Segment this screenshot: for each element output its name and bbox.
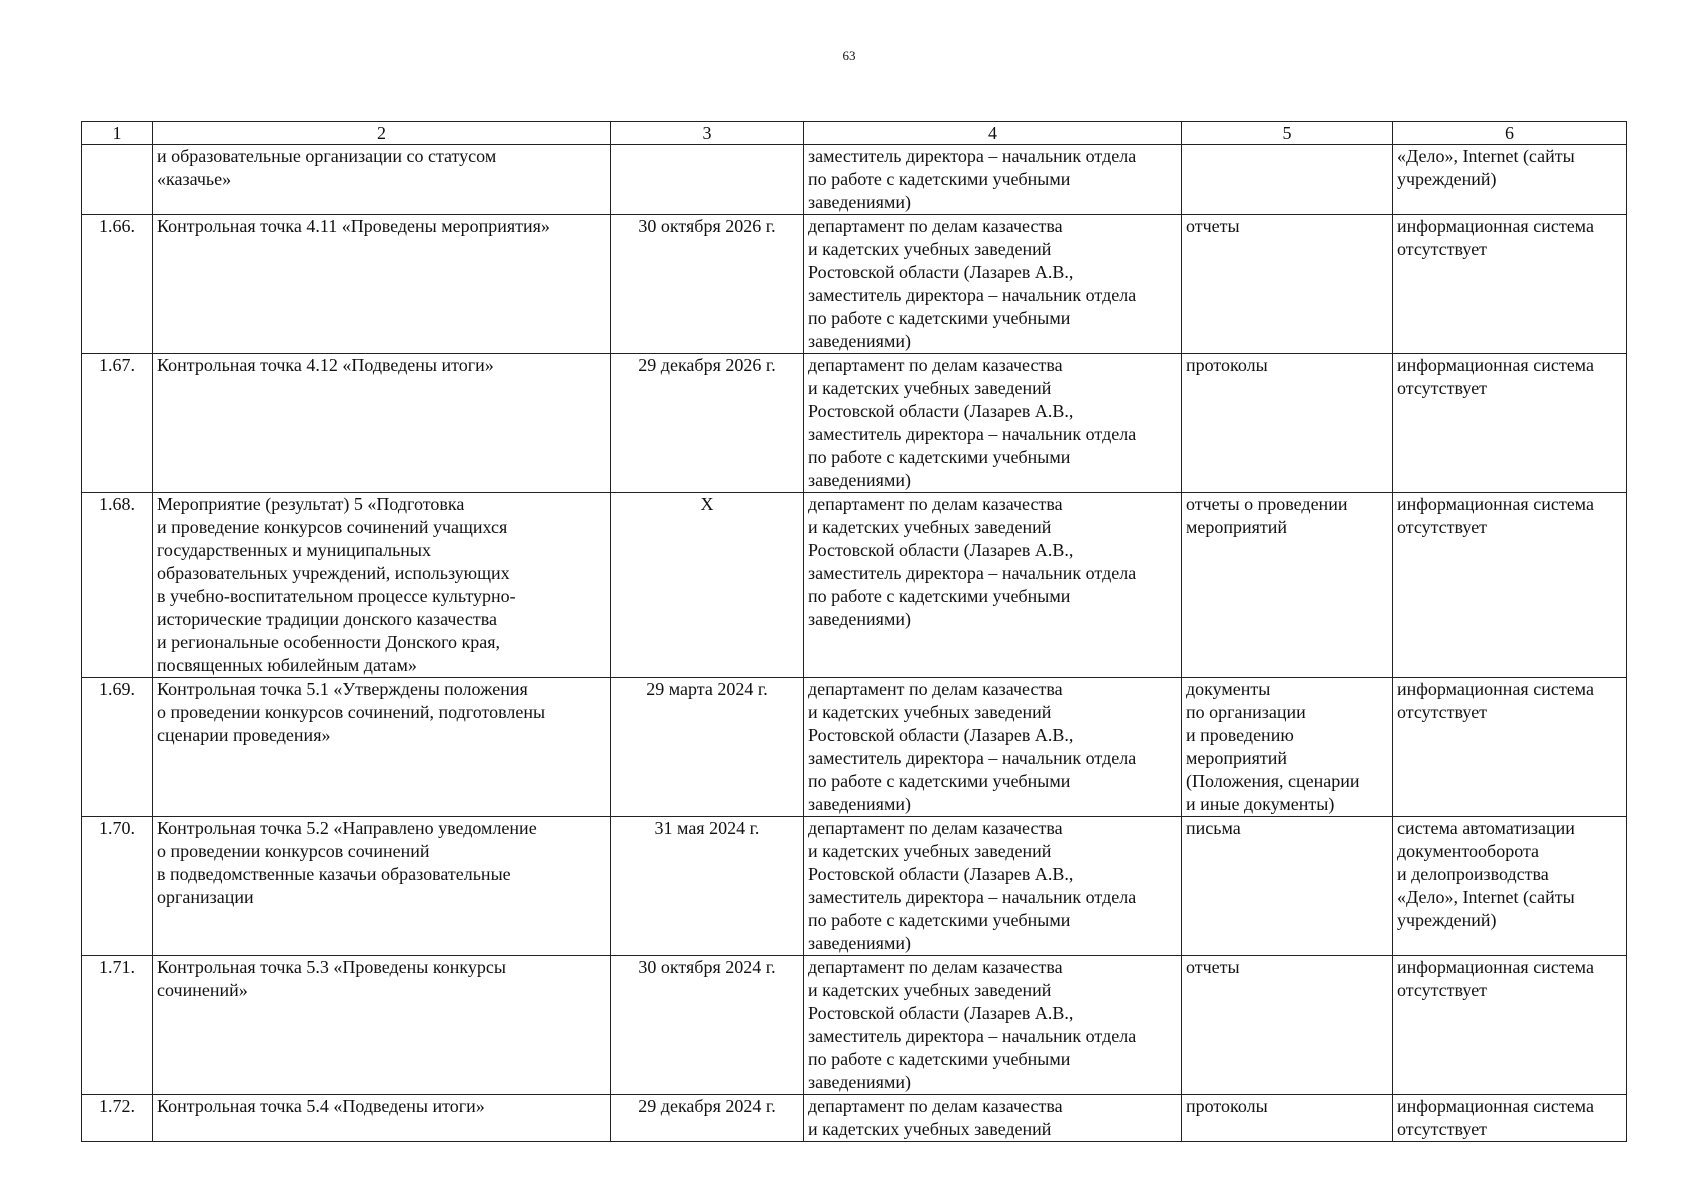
info-system-cell: информационная система отсутствует xyxy=(1393,1095,1627,1142)
table-row xyxy=(82,493,1627,678)
row-number-cell: 1.70. xyxy=(82,817,153,956)
deadline-cell xyxy=(611,145,804,215)
info-system-cell: «Дело», Internet (сайты учреждений) xyxy=(1393,145,1627,215)
responsible-cell: департамент по делам казачества и кадетских учебных заведений Ростовской области (Лазарев А.В., заместитель директора – начальник отдела по работе с кадетскими учебными заведениями) xyxy=(804,493,1182,678)
info-system-cell: информационная система отсутствует xyxy=(1393,678,1627,817)
deadline-cell: 30 октября 2026 г. xyxy=(611,215,804,354)
document-type-cell xyxy=(1182,145,1393,215)
table-row xyxy=(82,678,1627,817)
event-name-cell: Контрольная точка 5.2 «Направлено уведомление о проведении конкурсов сочинений в подведомственные казачьи образовательные организации xyxy=(153,817,611,956)
row-number-cell: 1.72. xyxy=(82,1095,153,1142)
page-number: 63 xyxy=(842,48,856,63)
table-row xyxy=(82,956,1627,1095)
row-number-cell: 1.68. xyxy=(82,493,153,678)
event-name-cell: и образовательные организации со статусом «казачье» xyxy=(153,145,611,215)
event-name-cell: Контрольная точка 5.4 «Подведены итоги» xyxy=(153,1095,611,1142)
row-number-cell xyxy=(82,145,153,215)
column-header: 5 xyxy=(1182,122,1393,145)
responsible-cell: департамент по делам казачества и кадетских учебных заведений Ростовской области (Лазарев А.В., заместитель директора – начальник отдела по работе с кадетскими учебными заведениями) xyxy=(804,354,1182,493)
document-type-cell: документы по организации и проведению мероприятий (Положения, сценарии и иные документы) xyxy=(1182,678,1393,817)
deadline-cell: 29 декабря 2024 г. xyxy=(611,1095,804,1142)
row-number-cell: 1.66. xyxy=(82,215,153,354)
table-row xyxy=(82,215,1627,354)
document-type-cell: письма xyxy=(1182,817,1393,956)
responsible-cell: департамент по делам казачества и кадетских учебных заведений Ростовской области (Лазарев А.В., заместитель директора – начальник отдела по работе с кадетскими учебными заведениями) xyxy=(804,678,1182,817)
responsible-cell: заместитель директора – начальник отдела по работе с кадетскими учебными заведениями) xyxy=(804,145,1182,215)
column-header: 4 xyxy=(804,122,1182,145)
deadline-cell: 31 мая 2024 г. xyxy=(611,817,804,956)
event-name-cell: Контрольная точка 4.12 «Подведены итоги» xyxy=(153,354,611,493)
document-type-cell: отчеты xyxy=(1182,215,1393,354)
info-system-cell: информационная система отсутствует xyxy=(1393,354,1627,493)
document-type-cell: протоколы xyxy=(1182,1095,1393,1142)
responsible-cell: департамент по делам казачества и кадетских учебных заведений Ростовской области (Лазарев А.В., заместитель директора – начальник отдела по работе с кадетскими учебными заведениями) xyxy=(804,956,1182,1095)
deadline-cell: 29 декабря 2026 г. xyxy=(611,354,804,493)
row-number-cell: 1.67. xyxy=(82,354,153,493)
deadline-cell: Х xyxy=(611,493,804,678)
responsible-cell: департамент по делам казачества и кадетских учебных заведений xyxy=(804,1095,1182,1142)
row-number-cell: 1.71. xyxy=(82,956,153,1095)
row-number-cell: 1.69. xyxy=(82,678,153,817)
event-name-cell: Контрольная точка 5.3 «Проведены конкурсы сочинений» xyxy=(153,956,611,1095)
event-name-cell: Мероприятие (результат) 5 «Подготовка и проведение конкурсов сочинений учащихся государственных и муниципальных образовательных учреждений, использующих в учебно-воспитательном процессе культурно- исторические традиции донского казачества и региональные особенности Донского края, посвященных юбилейным датам» xyxy=(153,493,611,678)
deadline-cell: 29 марта 2024 г. xyxy=(611,678,804,817)
table-row xyxy=(82,1095,1627,1142)
document-type-cell: протоколы xyxy=(1182,354,1393,493)
responsible-cell: департамент по делам казачества и кадетских учебных заведений Ростовской области (Лазарев А.В., заместитель директора – начальник отдела по работе с кадетскими учебными заведениями) xyxy=(804,817,1182,956)
info-system-cell: информационная система отсутствует xyxy=(1393,215,1627,354)
deadline-cell: 30 октября 2024 г. xyxy=(611,956,804,1095)
column-header: 2 xyxy=(153,122,611,145)
document-type-cell: отчеты о проведении мероприятий xyxy=(1182,493,1393,678)
control-points-table xyxy=(81,121,1627,1142)
document-type-cell: отчеты xyxy=(1182,956,1393,1095)
column-header: 1 xyxy=(82,122,153,145)
column-header: 6 xyxy=(1393,122,1627,145)
event-name-cell: Контрольная точка 5.1 «Утверждены положения о проведении конкурсов сочинений, подготовлены сценарии проведения» xyxy=(153,678,611,817)
info-system-cell: информационная система отсутствует xyxy=(1393,493,1627,678)
responsible-cell: департамент по делам казачества и кадетских учебных заведений Ростовской области (Лазарев А.В., заместитель директора – начальник отдела по работе с кадетскими учебными заведениями) xyxy=(804,215,1182,354)
column-header: 3 xyxy=(611,122,804,145)
event-name-cell: Контрольная точка 4.11 «Проведены мероприятия» xyxy=(153,215,611,354)
info-system-cell: система автоматизации документооборота и делопроизводства «Дело», Internet (сайты учреждений) xyxy=(1393,817,1627,956)
table-row xyxy=(82,354,1627,493)
table-row xyxy=(82,145,1627,215)
info-system-cell: информационная система отсутствует xyxy=(1393,956,1627,1095)
table-row xyxy=(82,817,1627,956)
table-header-row xyxy=(82,122,1627,145)
